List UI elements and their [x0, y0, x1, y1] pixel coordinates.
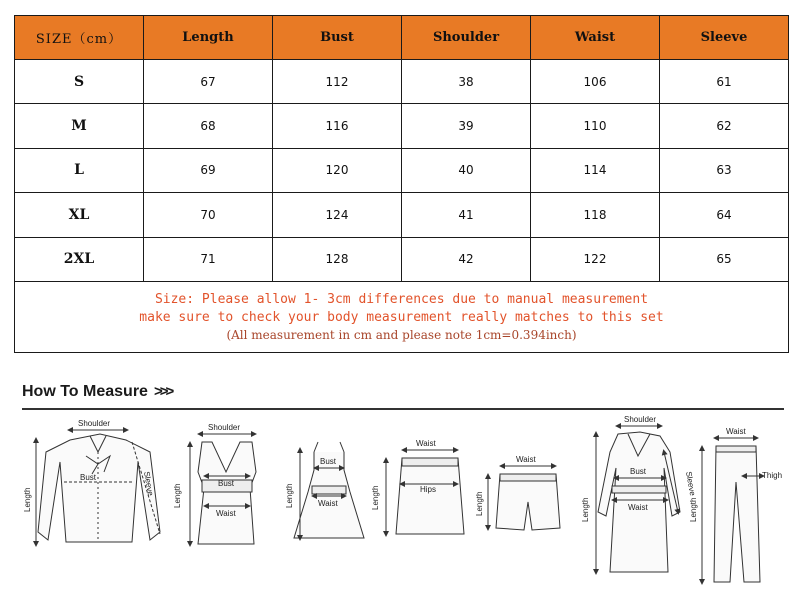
- jeans-illustration: [689, 427, 782, 582]
- label-waist: Waist: [628, 503, 648, 512]
- table-row: [15, 193, 789, 237]
- how-to-measure-title: [22, 383, 171, 401]
- label-length: Length: [475, 491, 484, 516]
- size-cell: XL: [15, 193, 144, 237]
- table-row: [15, 104, 789, 148]
- note-line-2: make sure to check your body measurement really matches to this set: [139, 310, 664, 325]
- table-cell: 128: [273, 237, 402, 281]
- label-shoulder: Shoulder: [78, 419, 111, 428]
- table-cell: 116: [273, 104, 402, 148]
- table-cell: 122: [531, 237, 660, 281]
- table-cell: 65: [660, 237, 789, 281]
- section-divider: [22, 408, 784, 410]
- label-waist: Waist: [416, 439, 436, 448]
- table-cell: 67: [144, 60, 273, 104]
- table-cell: 64: [660, 193, 789, 237]
- label-bust: Bust: [320, 457, 337, 466]
- label-bust: Bust: [218, 479, 235, 488]
- label-sleeve: Sleeve: [142, 470, 156, 497]
- label-length: Length: [173, 483, 182, 508]
- arrows-icon: >>>: [153, 383, 172, 400]
- table-cell: 110: [531, 104, 660, 148]
- header-waist: Waist: [531, 16, 660, 60]
- header-shoulder: Shoulder: [402, 16, 531, 60]
- blouse-illustration: [23, 419, 160, 544]
- size-cell: M: [15, 104, 144, 148]
- size-cell: S: [15, 60, 144, 104]
- table-cell: 40: [402, 148, 531, 192]
- header-bust: Bust: [273, 16, 402, 60]
- table-cell: 41: [402, 193, 531, 237]
- table-cell: 124: [273, 193, 402, 237]
- table-cell: 68: [144, 104, 273, 148]
- label-shoulder: Shoulder: [624, 415, 657, 424]
- label-length: Length: [285, 483, 294, 508]
- tank-top-illustration: [173, 423, 256, 544]
- label-bust: Bust: [630, 467, 647, 476]
- label-sleeve: Sleeve: [684, 470, 698, 497]
- header-size: SIZE（cm）: [15, 16, 144, 60]
- table-cell: 61: [660, 60, 789, 104]
- table-cell: 62: [660, 104, 789, 148]
- table-cell: 39: [402, 104, 531, 148]
- table-cell: 118: [531, 193, 660, 237]
- measurement-note: [15, 282, 789, 353]
- skirt-illustration: [371, 439, 464, 534]
- size-cell: 2XL: [15, 237, 144, 281]
- label-length: Length: [689, 497, 698, 522]
- garment-measure-illustrations: [0, 412, 801, 599]
- coat-illustration: [581, 415, 697, 572]
- table-cell: 120: [273, 148, 402, 192]
- dress-illustration: [285, 442, 364, 538]
- table-row: [15, 60, 789, 104]
- table-cell: 106: [531, 60, 660, 104]
- table-cell: 38: [402, 60, 531, 104]
- table-note-row: [15, 282, 789, 353]
- table-cell: 112: [273, 60, 402, 104]
- how-to-measure-label: How To Measure: [22, 383, 148, 400]
- table-cell: 71: [144, 237, 273, 281]
- label-hips: Hips: [420, 485, 437, 494]
- label-waist: Waist: [516, 455, 536, 464]
- label-length: Length: [23, 487, 32, 512]
- label-bust: Bust: [80, 473, 97, 482]
- table-cell: 70: [144, 193, 273, 237]
- shorts-illustration: [475, 455, 560, 530]
- table-row: [15, 148, 789, 192]
- label-waist: Waist: [216, 509, 236, 518]
- table-cell: 63: [660, 148, 789, 192]
- header-sleeve: Sleeve: [660, 16, 789, 60]
- table-cell: 42: [402, 237, 531, 281]
- label-waist: Waist: [318, 499, 338, 508]
- table-row: [15, 237, 789, 281]
- table-header-row: [15, 16, 789, 60]
- label-shoulder: Shoulder: [208, 423, 241, 432]
- note-line-1: Size: Please allow 1- 3cm differences due to manual measurement: [154, 292, 649, 307]
- size-cell: L: [15, 148, 144, 192]
- table-cell: 114: [531, 148, 660, 192]
- label-length: Length: [581, 497, 590, 522]
- size-chart-table: [14, 15, 789, 353]
- label-thigh: Thigh: [762, 471, 783, 480]
- header-length: Length: [144, 16, 273, 60]
- note-line-3: (All measurement in cm and please note 1cm=0.394inch): [226, 328, 577, 342]
- label-waist: Waist: [726, 427, 746, 436]
- label-length: Length: [371, 485, 380, 510]
- table-cell: 69: [144, 148, 273, 192]
